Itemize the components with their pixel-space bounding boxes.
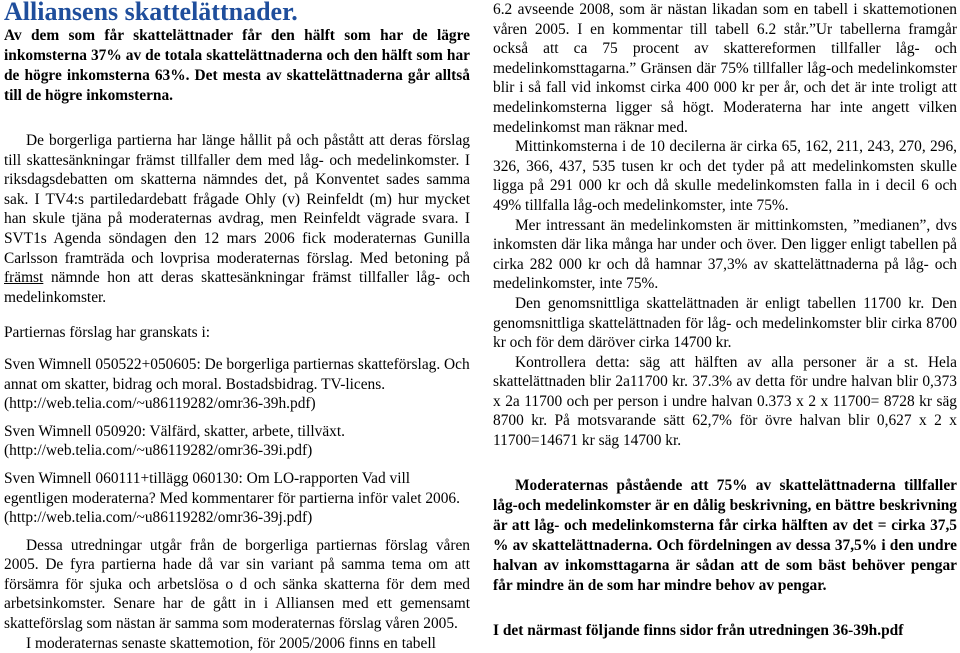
emphasis-underlined: främst (4, 269, 44, 287)
right-paragraph-3: Mer intressant än medelinkomsten är mittinkomsten, ”medianen”, dvs inkomsten där lika många har under och över. Den ligger enligt tabellen på cirka 282 000 kr och då hamnar 37,3% av skattelättnaderna på låg- och medelinkomster, inte 75%. (493, 216, 957, 293)
right-paragraph-4: Den genomsnittliga skattelättnaden är enligt tabellen 11700 kr. Den genomsnittliga skattelättnaden för låg- och medelinkomster blir cirka 8700 kr och för dem däröver cirka 14700 kr. (493, 294, 957, 352)
reference-2: Sven Wimnell 050920: Välfärd, skatter, arbete, tillväxt. (http://web.telia.com/~u86119282/omr36-39i.pdf) (4, 422, 345, 460)
reference-1: Sven Wimnell 050522+050605: De borgerliga partiernas skatteförslag. Och annat om skatter, bidrag och moral. Bostadsbidrag. TV-licens. (http://web.telia.com/~u86119282/omr36-39h.pdf) (4, 355, 470, 413)
review-intro: Partiernas förslag har granskats i: (4, 324, 211, 342)
body-paragraph-4: I moderaternas senaste skattemotion, för 2005/2006 finns en tabell (26, 634, 436, 652)
right-paragraph-2: Mittinkomsterna i de 10 decilerna är cirka 65, 162, 211, 243, 270, 296, 326, 366, 437, 535 tusen kr och det tyder på att medelinkomsten skulle ligga på 291 000 kr och då skulle medelinkomsten falla in i decil 6 och 49% tillfalla låg-och medelinkomster, inte 75%. (493, 138, 957, 214)
reference-3: Sven Wimnell 060111+tillägg 060130: Om LO-rapporten Vad vill egentligen moderaterna? Med kommentarer för partierna inför valet 2006. (http://web.telia.com/~u86119282/omr36-39j.pdf) (4, 469, 460, 527)
right-paragraph-1: 6.2 avseende 2008, som är nästan likadan som en tabell i skattemotionen våren 2005. I en kommentar till tabell 6.2 står.”Ur tabellerna framgår också att ca 75 procent av skattereformen tillfaller låg- och medelinkomsttagarna.” Gränsen där 75% tillfaller låg-och medelinkomster blir i så fall vid inkomst cirka 400 000 kr per år, och det är inte troligt att medelinkomsterna ligger så högt. Moderaterna har inte angett vilken medelinkomst man räknar med. (493, 1, 957, 136)
closing-note: I det närmast följande finns sidor från utredningen 36-39h.pdf (493, 621, 904, 639)
article-title: Alliansens skattelättnader. (4, 0, 298, 26)
lead-paragraph: Av dem som får skattelättnader får den hälft som har de lägre inkomsterna 37% av de totala skattelättnaderna och den hälft som har de högre inkomsterna 63%. Det mesta av skattelättnaderna går alltså till de högre inkomsterna. (4, 27, 470, 104)
body-paragraph-1 (4, 131, 470, 307)
left-column (4, 0, 470, 653)
conclusion-paragraph: Moderaternas påstående att 75% av skattelättnaderna tillfaller låg-och medelinkomster är en dålig beskrivning, en bättre beskrivning är att låg- och medelinkomsterna får cirka hälften av det = cirka 37,5 % av skattelättnaderna. Och fördelningen av dessa 37,5% i den undre halvan av inkomsttagarna är sådan att de som bäst behöver pengar får mindre än de som har mindre behov av pengar. (493, 476, 957, 594)
p1-text: De borgerliga partierna har länge hållit på och påstått att deras förslag till skattesänkningar främst tillfaller dem med låg- och medelinkomster. I riksdagsdebatten om skatterna nämndes det, på Konventet sades samma sak. I TV4:s partiledardebatt frågade Ohly (v) Reinfeldt (m) hur mycket han skule tjäna på moderaternas avdrag, men Reinfeldt vägrade svara. I SVT1s Agenda söndagen den 12 mars 2006 fick moderaternas Gunilla Carlsson framträda och lovprisa moderaternas förslag. Med betoning på (4, 132, 470, 267)
right-column (493, 0, 957, 641)
body-paragraph-3: Dessa utredningar utgår från de borgerliga partiernas förslag våren 2005. De fyra partierna hade då var sin variant på samma tema om att försämra för sjuka och arbetslösa o d och sänka skatterna för dem med arbetsinkomster. Senare har de gått in i Alliansen med ett gemensamt skatteförslag som nästan är samma som moderaternas förslag våren 2005. (4, 536, 470, 633)
p1-end-text: nämnde hon att deras skattesänkningar främst tillfaller låg- och medelinkomster. (4, 269, 470, 306)
right-paragraph-5: Kontrollera detta: säg att hälften av alla personer är a st. Hela skattelättnaden blir 2a11700 kr. 37.3% av detta för undre halvan blir 0,373 x 2a 11700 och per person i undre halvan 0.373 x 2 x 11700= 8728 kr säg 8700 kr. På motsvarande sätt 62,7% för övre halvan blir 0,627 x 2 x 11700=14671 kr säg 14700 kr. (493, 353, 957, 450)
